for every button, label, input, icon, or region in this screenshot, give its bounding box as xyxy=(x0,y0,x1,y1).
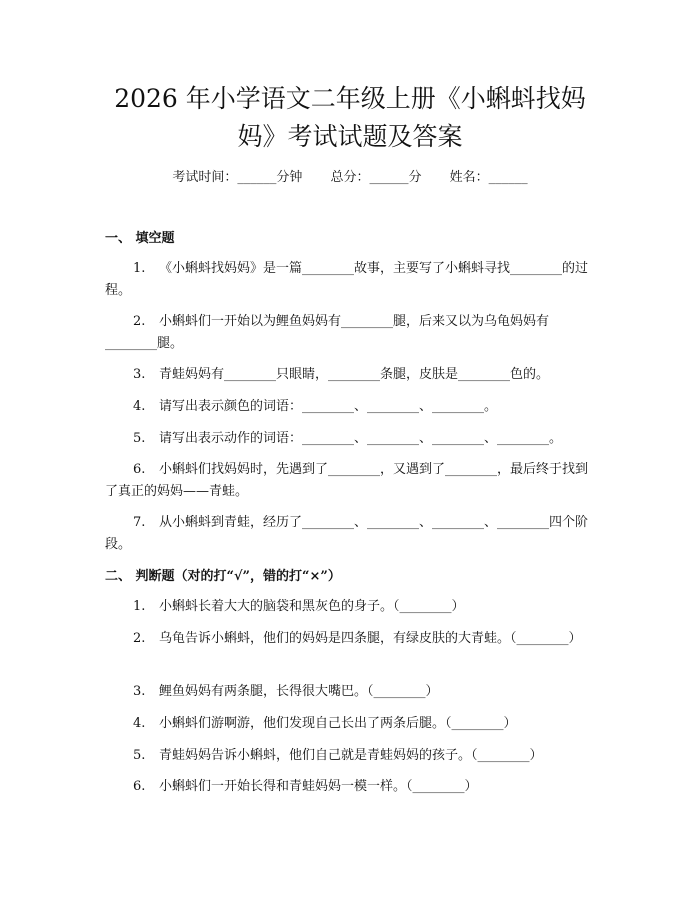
question-number: 6. xyxy=(133,779,146,794)
question-number: 2. xyxy=(133,631,146,646)
question-fill-3 xyxy=(105,364,600,386)
question-fill-7 xyxy=(105,512,600,556)
question-fill-1 xyxy=(105,258,600,302)
question-number: 1. xyxy=(133,599,146,614)
question-text: 《小蝌蚪找妈妈》是一篇________故事，主要写了小蝌蚪寻找________的过程。 xyxy=(105,261,589,298)
student-name: 姓名：______ xyxy=(449,170,528,185)
question-number: 2. xyxy=(133,314,146,329)
question-number: 5. xyxy=(133,748,146,763)
section-heading-judge: 二、 判断题（对的打“√”，错的打“×”） xyxy=(105,569,341,584)
question-number: 1. xyxy=(133,261,146,276)
section-heading-fill: 一、 填空题 xyxy=(105,231,175,246)
question-text: 从小蝌蚪到青蛙，经历了________、________、________、________四个阶段。 xyxy=(105,515,589,552)
title-line-1: 2026 年小学语文二年级上册《小蝌蚪找妈 xyxy=(114,84,586,113)
question-text: 青蛙妈妈告诉小蝌蚪，他们自己就是青蛙妈妈的孩子。（________） xyxy=(159,748,543,763)
question-number: 3. xyxy=(133,367,146,382)
question-number: 4. xyxy=(133,716,146,731)
title-line-2: 妈》考试试题及答案 xyxy=(237,122,463,151)
question-fill-4 xyxy=(105,396,600,418)
question-judge-5 xyxy=(105,745,600,767)
question-text: 乌龟告诉小蝌蚪，他们的妈妈是四条腿，有绿皮肤的大青蛙。（________） xyxy=(159,631,582,646)
question-judge-3 xyxy=(105,681,600,703)
question-number: 6. xyxy=(133,462,146,477)
question-judge-6 xyxy=(105,776,600,798)
question-fill-5 xyxy=(105,428,600,450)
question-text: 请写出表示动作的词语：________、________、________、________。 xyxy=(159,431,563,446)
question-text: 小蝌蚪长着大大的脑袋和黑灰色的身子。（________） xyxy=(159,599,465,614)
question-number: 7. xyxy=(133,515,146,530)
question-number: 3. xyxy=(133,684,146,699)
question-judge-2 xyxy=(105,628,600,650)
total-score: 总分：______分 xyxy=(330,170,422,185)
question-judge-1 xyxy=(105,596,600,618)
exam-time: 考试时间：______分钟 xyxy=(172,170,303,185)
question-text: 小蝌蚪们游啊游，他们发现自己长出了两条后腿。（________） xyxy=(159,716,517,731)
question-text: 小蝌蚪们一开始以为鲤鱼妈妈有________腿，后来又以为乌龟妈妈有________腿。 xyxy=(105,314,550,351)
question-text: 小蝌蚪们找妈妈时，先遇到了________，又遇到了________，最后终于找到了真正的妈妈——青蛙。 xyxy=(105,462,589,499)
question-text: 小蝌蚪们一开始长得和青蛙妈妈一模一样。（________） xyxy=(159,779,478,794)
question-judge-4 xyxy=(105,713,600,735)
question-text: 请写出表示颜色的词语：________、________、________。 xyxy=(159,399,498,414)
question-fill-6 xyxy=(105,459,600,503)
question-text: 青蛙妈妈有________只眼睛，________条腿，皮肤是________色的。 xyxy=(159,367,550,382)
question-number: 5. xyxy=(133,431,146,446)
question-fill-2 xyxy=(105,311,600,355)
question-number: 4. xyxy=(133,399,146,414)
exam-meta xyxy=(0,168,700,188)
question-text: 鲤鱼妈妈有两条腿，长得很大嘴巴。（________） xyxy=(159,684,439,699)
